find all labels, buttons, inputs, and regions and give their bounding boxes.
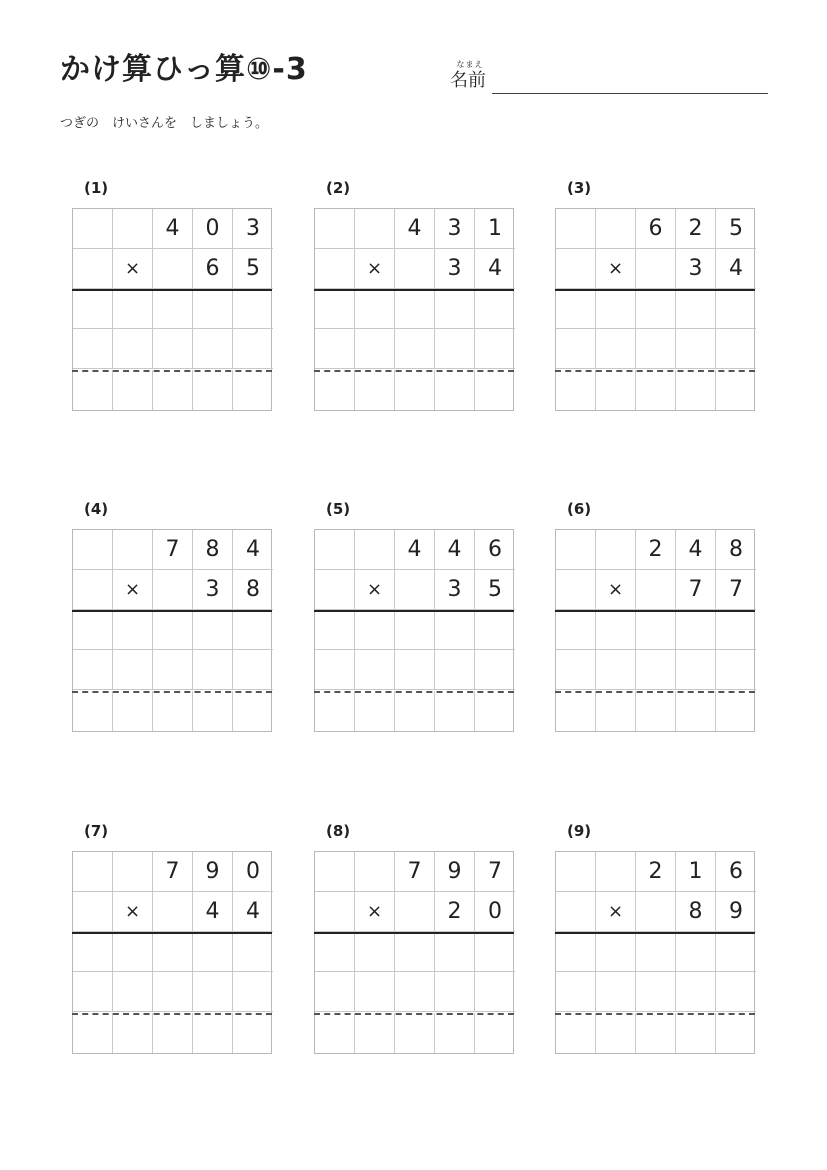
answer-cell[interactable] <box>435 1013 475 1053</box>
answer-cell[interactable] <box>676 932 716 972</box>
empty-cell <box>315 892 355 932</box>
answer-cell[interactable] <box>315 329 355 369</box>
answer-cell[interactable] <box>73 691 113 731</box>
empty-cell <box>556 892 596 932</box>
answer-cell[interactable] <box>636 370 676 410</box>
empty-cell <box>153 570 193 610</box>
answer-cell[interactable] <box>233 1013 273 1053</box>
answer-cell[interactable] <box>716 1013 756 1053</box>
answer-cell[interactable] <box>73 1013 113 1053</box>
multiplicand-digit: 6 <box>475 530 515 570</box>
multiplicand-digit: 8 <box>193 530 233 570</box>
answer-cell[interactable] <box>395 289 435 329</box>
answer-cell[interactable] <box>315 370 355 410</box>
multiplicand-digit: 0 <box>193 209 233 249</box>
answer-cell[interactable] <box>153 289 193 329</box>
answer-cell[interactable] <box>113 370 153 410</box>
answer-cell[interactable] <box>556 650 596 690</box>
multiplication-line <box>555 610 755 612</box>
answer-cell[interactable] <box>716 972 756 1012</box>
sum-dashed-line <box>72 370 272 372</box>
answer-cell[interactable] <box>435 370 475 410</box>
answer-cell[interactable] <box>193 972 233 1012</box>
answer-cell[interactable] <box>596 1013 636 1053</box>
answer-cell[interactable] <box>315 691 355 731</box>
answer-cell[interactable] <box>233 329 273 369</box>
multiplier-digit: 3 <box>435 249 475 289</box>
answer-cell[interactable] <box>596 972 636 1012</box>
answer-cell[interactable] <box>153 1013 193 1053</box>
multiplicand-digit: 7 <box>475 852 515 892</box>
multiplication-line <box>314 289 514 291</box>
answer-cell[interactable] <box>556 1013 596 1053</box>
answer-cell[interactable] <box>716 329 756 369</box>
answer-cell[interactable] <box>113 650 153 690</box>
answer-cell[interactable] <box>475 329 515 369</box>
answer-cell[interactable] <box>716 932 756 972</box>
empty-cell <box>73 852 113 892</box>
answer-cell[interactable] <box>233 691 273 731</box>
multiplicand-digit: 4 <box>676 530 716 570</box>
name-field-area <box>450 60 770 100</box>
answer-cell[interactable] <box>113 932 153 972</box>
problem-number: (5) <box>326 500 351 518</box>
multiplier-digit: 2 <box>435 892 475 932</box>
calculation-grid <box>314 208 514 411</box>
answer-cell[interactable] <box>193 610 233 650</box>
empty-cell <box>636 892 676 932</box>
multiplier-digit: 7 <box>716 570 756 610</box>
multiply-sign: × <box>113 570 153 610</box>
answer-cell[interactable] <box>355 932 395 972</box>
multiplicand-digit: 1 <box>676 852 716 892</box>
answer-cell[interactable] <box>636 289 676 329</box>
answer-cell[interactable] <box>556 932 596 972</box>
answer-cell[interactable] <box>556 610 596 650</box>
answer-cell[interactable] <box>153 932 193 972</box>
answer-cell[interactable] <box>113 691 153 731</box>
empty-cell <box>355 852 395 892</box>
answer-cell[interactable] <box>435 932 475 972</box>
answer-cell[interactable] <box>113 289 153 329</box>
multiplication-line <box>555 932 755 934</box>
answer-cell[interactable] <box>73 370 113 410</box>
answer-cell[interactable] <box>113 610 153 650</box>
answer-cell[interactable] <box>73 650 113 690</box>
multiplier-digit: 4 <box>475 249 515 289</box>
calculation-grid <box>555 851 755 1054</box>
multiplicand-digit: 4 <box>435 530 475 570</box>
multiplier-digit: 4 <box>233 892 273 932</box>
multiplication-line <box>72 610 272 612</box>
sum-dashed-line <box>314 370 514 372</box>
answer-cell[interactable] <box>315 610 355 650</box>
answer-cell[interactable] <box>716 691 756 731</box>
multiplicand-digit: 3 <box>233 209 273 249</box>
answer-cell[interactable] <box>435 610 475 650</box>
answer-cell[interactable] <box>556 329 596 369</box>
multiplication-line <box>314 610 514 612</box>
answer-cell[interactable] <box>355 370 395 410</box>
multiplication-line <box>555 289 755 291</box>
answer-cell[interactable] <box>716 370 756 410</box>
answer-cell[interactable] <box>435 972 475 1012</box>
multiply-sign: × <box>596 892 636 932</box>
multiply-sign: × <box>596 249 636 289</box>
empty-cell <box>113 852 153 892</box>
multiplier-digit: 4 <box>716 249 756 289</box>
multiplier-digit: 7 <box>676 570 716 610</box>
multiplicand-digit: 9 <box>193 852 233 892</box>
answer-cell[interactable] <box>636 1013 676 1053</box>
answer-cell[interactable] <box>233 370 273 410</box>
empty-cell <box>355 530 395 570</box>
empty-cell <box>73 249 113 289</box>
empty-cell <box>596 209 636 249</box>
empty-cell <box>315 249 355 289</box>
sum-dashed-line <box>314 691 514 693</box>
answer-cell[interactable] <box>355 329 395 369</box>
answer-cell[interactable] <box>475 610 515 650</box>
answer-cell[interactable] <box>193 370 233 410</box>
multiply-sign: × <box>596 570 636 610</box>
answer-cell[interactable] <box>556 370 596 410</box>
answer-cell[interactable] <box>153 972 193 1012</box>
answer-cell[interactable] <box>355 289 395 329</box>
answer-cell[interactable] <box>435 329 475 369</box>
multiplicand-digit: 6 <box>716 852 756 892</box>
sum-dashed-line <box>314 1013 514 1015</box>
answer-cell[interactable] <box>233 289 273 329</box>
answer-cell[interactable] <box>113 329 153 369</box>
multiplicand-digit: 0 <box>233 852 273 892</box>
answer-cell[interactable] <box>315 1013 355 1053</box>
empty-cell <box>596 852 636 892</box>
problem-number: (3) <box>567 179 592 197</box>
empty-cell <box>596 530 636 570</box>
multiplicand-digit: 4 <box>233 530 273 570</box>
answer-cell[interactable] <box>676 650 716 690</box>
answer-cell[interactable] <box>395 691 435 731</box>
multiplier-digit: 4 <box>193 892 233 932</box>
multiplicand-digit: 4 <box>395 530 435 570</box>
multiplier-digit: 3 <box>676 249 716 289</box>
multiply-sign: × <box>355 570 395 610</box>
answer-cell[interactable] <box>73 610 113 650</box>
answer-cell[interactable] <box>435 650 475 690</box>
answer-cell[interactable] <box>355 1013 395 1053</box>
answer-cell[interactable] <box>355 972 395 1012</box>
calculation-grid <box>72 851 272 1054</box>
answer-cell[interactable] <box>113 1013 153 1053</box>
answer-cell[interactable] <box>596 691 636 731</box>
answer-cell[interactable] <box>233 932 273 972</box>
answer-cell[interactable] <box>596 289 636 329</box>
answer-cell[interactable] <box>193 650 233 690</box>
answer-cell[interactable] <box>475 370 515 410</box>
multiply-sign: × <box>113 892 153 932</box>
multiplier-digit: 5 <box>233 249 273 289</box>
answer-cell[interactable] <box>395 1013 435 1053</box>
empty-cell <box>73 530 113 570</box>
multiplier-digit: 9 <box>716 892 756 932</box>
answer-cell[interactable] <box>233 610 273 650</box>
answer-cell[interactable] <box>395 932 435 972</box>
answer-cell[interactable] <box>395 610 435 650</box>
multiplier-digit: 3 <box>435 570 475 610</box>
empty-cell <box>556 249 596 289</box>
multiplication-line <box>314 932 514 934</box>
multiplier-digit: 8 <box>676 892 716 932</box>
answer-cell[interactable] <box>596 610 636 650</box>
problem-number: (6) <box>567 500 592 518</box>
calculation-grid <box>314 851 514 1054</box>
problem-number: (1) <box>84 179 109 197</box>
multiplier-digit: 8 <box>233 570 273 610</box>
empty-cell <box>395 570 435 610</box>
multiply-sign: × <box>355 249 395 289</box>
multiply-sign: × <box>355 892 395 932</box>
multiplicand-digit: 2 <box>636 530 676 570</box>
answer-cell[interactable] <box>636 329 676 369</box>
answer-cell[interactable] <box>556 972 596 1012</box>
name-ruby: なまえ <box>456 60 484 69</box>
answer-cell[interactable] <box>355 691 395 731</box>
answer-cell[interactable] <box>193 932 233 972</box>
problem-number: (9) <box>567 822 592 840</box>
answer-cell[interactable] <box>193 289 233 329</box>
multiplicand-digit: 5 <box>716 209 756 249</box>
calculation-grid <box>72 208 272 411</box>
answer-cell[interactable] <box>395 370 435 410</box>
answer-cell[interactable] <box>475 650 515 690</box>
answer-cell[interactable] <box>73 329 113 369</box>
answer-cell[interactable] <box>676 329 716 369</box>
multiplicand-digit: 7 <box>153 530 193 570</box>
answer-cell[interactable] <box>596 370 636 410</box>
answer-cell[interactable] <box>716 289 756 329</box>
answer-cell[interactable] <box>636 972 676 1012</box>
answer-cell[interactable] <box>596 329 636 369</box>
answer-cell[interactable] <box>556 289 596 329</box>
problem-number: (2) <box>326 179 351 197</box>
answer-cell[interactable] <box>73 972 113 1012</box>
answer-cell[interactable] <box>596 650 636 690</box>
answer-cell[interactable] <box>355 650 395 690</box>
problem-number: (7) <box>84 822 109 840</box>
answer-cell[interactable] <box>596 932 636 972</box>
answer-cell[interactable] <box>676 370 716 410</box>
multiplicand-digit: 4 <box>395 209 435 249</box>
multiplicand-digit: 2 <box>636 852 676 892</box>
answer-cell[interactable] <box>153 329 193 369</box>
empty-cell <box>153 249 193 289</box>
empty-cell <box>315 209 355 249</box>
answer-cell[interactable] <box>153 650 193 690</box>
name-label: 名前 <box>450 70 486 91</box>
empty-cell <box>73 209 113 249</box>
answer-cell[interactable] <box>153 370 193 410</box>
answer-cell[interactable] <box>716 650 756 690</box>
empty-cell <box>315 852 355 892</box>
multiplicand-digit: 2 <box>676 209 716 249</box>
answer-cell[interactable] <box>636 932 676 972</box>
answer-cell[interactable] <box>315 972 355 1012</box>
answer-cell[interactable] <box>475 691 515 731</box>
answer-cell[interactable] <box>153 610 193 650</box>
sum-dashed-line <box>555 691 755 693</box>
answer-cell[interactable] <box>73 932 113 972</box>
answer-cell[interactable] <box>355 610 395 650</box>
empty-cell <box>636 249 676 289</box>
empty-cell <box>355 209 395 249</box>
answer-cell[interactable] <box>73 289 113 329</box>
calculation-grid <box>555 208 755 411</box>
sum-dashed-line <box>72 1013 272 1015</box>
answer-cell[interactable] <box>676 691 716 731</box>
empty-cell <box>556 209 596 249</box>
empty-cell <box>395 892 435 932</box>
answer-cell[interactable] <box>395 650 435 690</box>
multiplier-digit: 0 <box>475 892 515 932</box>
multiplicand-digit: 3 <box>435 209 475 249</box>
multiplication-line <box>72 932 272 934</box>
multiplicand-digit: 7 <box>153 852 193 892</box>
multiplicand-digit: 9 <box>435 852 475 892</box>
empty-cell <box>556 530 596 570</box>
multiplication-line <box>72 289 272 291</box>
answer-cell[interactable] <box>475 972 515 1012</box>
empty-cell <box>315 570 355 610</box>
name-input-line[interactable] <box>492 93 768 94</box>
answer-cell[interactable] <box>193 329 233 369</box>
empty-cell <box>395 249 435 289</box>
answer-cell[interactable] <box>435 289 475 329</box>
answer-cell[interactable] <box>233 972 273 1012</box>
answer-cell[interactable] <box>636 650 676 690</box>
multiplier-digit: 5 <box>475 570 515 610</box>
instruction-text: つぎの けいさんを しましょう。 <box>60 116 269 131</box>
sum-dashed-line <box>555 370 755 372</box>
answer-cell[interactable] <box>676 610 716 650</box>
empty-cell <box>113 530 153 570</box>
answer-cell[interactable] <box>475 1013 515 1053</box>
answer-cell[interactable] <box>475 932 515 972</box>
answer-cell[interactable] <box>395 972 435 1012</box>
problem-number: (8) <box>326 822 351 840</box>
answer-cell[interactable] <box>315 932 355 972</box>
answer-cell[interactable] <box>676 972 716 1012</box>
sum-dashed-line <box>72 691 272 693</box>
empty-cell <box>73 892 113 932</box>
sum-dashed-line <box>555 1013 755 1015</box>
answer-cell[interactable] <box>193 1013 233 1053</box>
answer-cell[interactable] <box>435 691 475 731</box>
empty-cell <box>315 530 355 570</box>
answer-cell[interactable] <box>716 610 756 650</box>
multiplicand-digit: 1 <box>475 209 515 249</box>
multiply-sign: × <box>113 249 153 289</box>
calculation-grid <box>72 529 272 732</box>
empty-cell <box>73 570 113 610</box>
calculation-grid <box>555 529 755 732</box>
answer-cell[interactable] <box>315 289 355 329</box>
multiplier-digit: 3 <box>193 570 233 610</box>
multiplicand-digit: 7 <box>395 852 435 892</box>
empty-cell <box>113 209 153 249</box>
answer-cell[interactable] <box>153 691 193 731</box>
calculation-grid <box>314 529 514 732</box>
multiplicand-digit: 8 <box>716 530 756 570</box>
problem-number: (4) <box>84 500 109 518</box>
empty-cell <box>556 852 596 892</box>
answer-cell[interactable] <box>636 691 676 731</box>
empty-cell <box>556 570 596 610</box>
empty-cell <box>153 892 193 932</box>
answer-cell[interactable] <box>113 972 153 1012</box>
empty-cell <box>636 570 676 610</box>
answer-cell[interactable] <box>556 691 596 731</box>
answer-cell[interactable] <box>676 289 716 329</box>
answer-cell[interactable] <box>636 610 676 650</box>
answer-cell[interactable] <box>676 1013 716 1053</box>
multiplicand-digit: 6 <box>636 209 676 249</box>
multiplier-digit: 6 <box>193 249 233 289</box>
answer-cell[interactable] <box>395 329 435 369</box>
answer-cell[interactable] <box>233 650 273 690</box>
answer-cell[interactable] <box>315 650 355 690</box>
multiplicand-digit: 4 <box>153 209 193 249</box>
answer-cell[interactable] <box>475 289 515 329</box>
worksheet-title: かけ算ひっ算⑩-3 <box>60 52 308 87</box>
answer-cell[interactable] <box>193 691 233 731</box>
